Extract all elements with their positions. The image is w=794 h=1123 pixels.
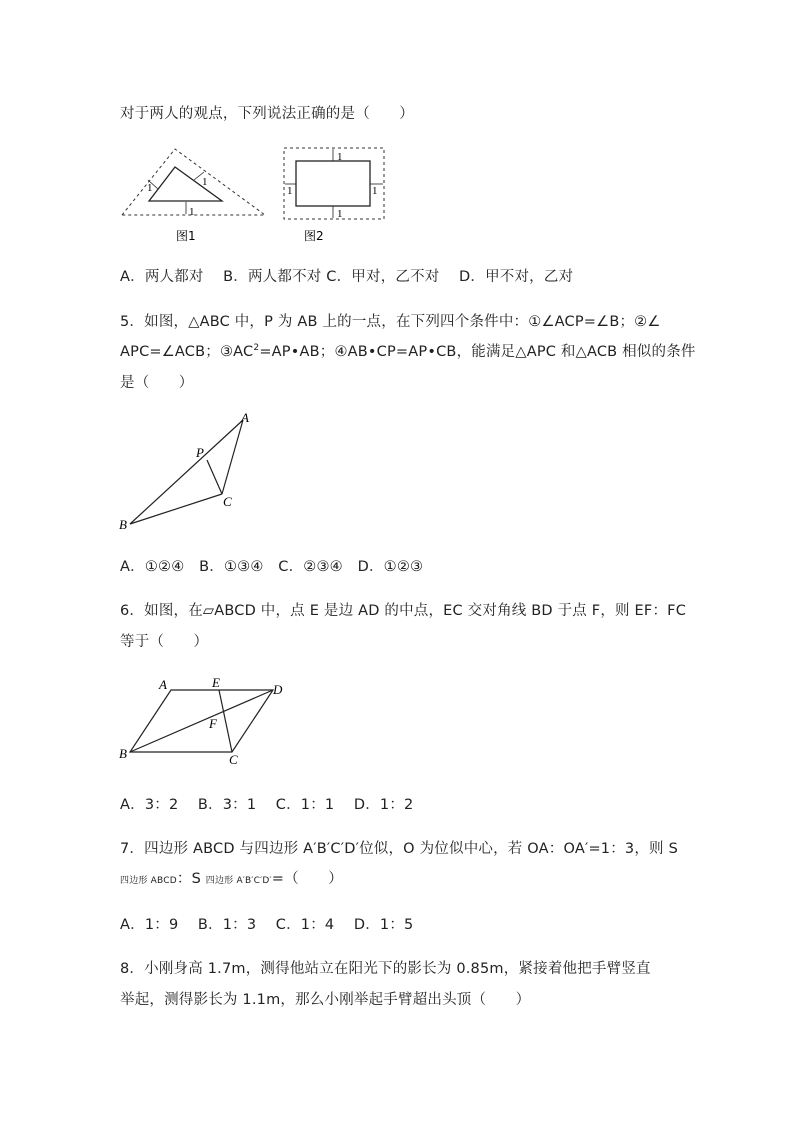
q7-options: A．1：9 B．1：3 C．1：4 D．1：5 xyxy=(120,917,414,933)
q6-line2: 等于（ ） xyxy=(120,634,209,650)
fig1-label-bottom: 1 xyxy=(189,206,195,218)
fig2-label-top: 1 xyxy=(337,151,343,163)
q7-sub-abcd: 四边形 ABCD xyxy=(120,876,177,886)
q4-options: A．两人都对 B．两人都不对 C．甲对，乙不对 D．甲不对，乙对 xyxy=(120,269,574,285)
fig1-label-right: 1 xyxy=(202,176,208,188)
q6-point-e: E xyxy=(212,675,220,690)
q7-colon: ： xyxy=(176,871,192,887)
q8-line2: 举起，测得影长为 1.1m，那么小刚举起手臂超出头顶（ ） xyxy=(120,992,531,1008)
q5-point-a: A xyxy=(241,410,249,425)
q5-line2-b: =AP•AB；④AB•CP=AP•CB，能满足△APC 和△ACB 相似的条件 xyxy=(259,344,696,360)
fig1-label-left: 1 xyxy=(147,182,153,194)
q7-s: S xyxy=(191,871,201,887)
q5-line2 xyxy=(120,340,696,361)
q5-line3: 是（ ） xyxy=(120,375,194,391)
q8-line1: 8．小刚身高 1.7m，测得他站立在阳光下的影长为 0.85m，紧接着他把手臂竖直 xyxy=(120,961,651,977)
q6-point-c: C xyxy=(229,752,238,767)
q6-point-f: F xyxy=(209,716,217,731)
fig1-caption: 图1 xyxy=(176,229,196,243)
q6-options: A．3：2 B．3：1 C．1：1 D．1：2 xyxy=(120,797,414,813)
q6-point-b: B xyxy=(119,746,127,761)
q4-stem: 对于两人的观点，下列说法正确的是（ ） xyxy=(120,106,414,122)
q6-parallelogram-figure xyxy=(115,672,295,772)
q5-options: A．①②④ B．①③④ C．②③④ D．①②③ xyxy=(120,559,424,575)
q7-sub-abcd-prime: 四边形 A′B′C′D′ xyxy=(205,876,272,886)
q6-point-d: D xyxy=(273,682,283,697)
q6-line1: 6．如图，在▱ABCD 中，点 E 是边 AD 的中点，EC 交对角线 BD 于点 F，则 EF：FC xyxy=(120,603,687,619)
q7-line1: 7．四边形 ABCD 与四边形 A′B′C′D′位似，O 为位似中心，若 OA：OA′=1：3，则 S xyxy=(120,841,678,857)
q5-triangle-figure xyxy=(115,408,265,533)
figure-1-triangle xyxy=(118,142,273,247)
q5-line1: 5．如图，△ABC 中，P 为 AB 上的一点，在下列四个条件中：①∠ACP=∠B；②∠ xyxy=(120,314,661,330)
q5-point-p: P xyxy=(196,445,204,460)
q7-line2 xyxy=(120,867,343,888)
fig2-label-left: 1 xyxy=(287,185,293,197)
q5-superscript: 2 xyxy=(253,343,260,354)
fig2-label-right: 1 xyxy=(372,185,378,197)
q5-line2-a: APC=∠ACB；③AC xyxy=(120,344,254,360)
q7-eq: =（ ） xyxy=(271,871,343,887)
q6-point-a: A xyxy=(159,677,167,692)
fig2-label-bottom: 1 xyxy=(337,208,343,220)
fig2-caption: 图2 xyxy=(304,229,324,243)
q5-point-c: C xyxy=(223,494,232,509)
q5-point-b: B xyxy=(119,517,127,532)
figure-2-rectangle xyxy=(280,142,390,247)
